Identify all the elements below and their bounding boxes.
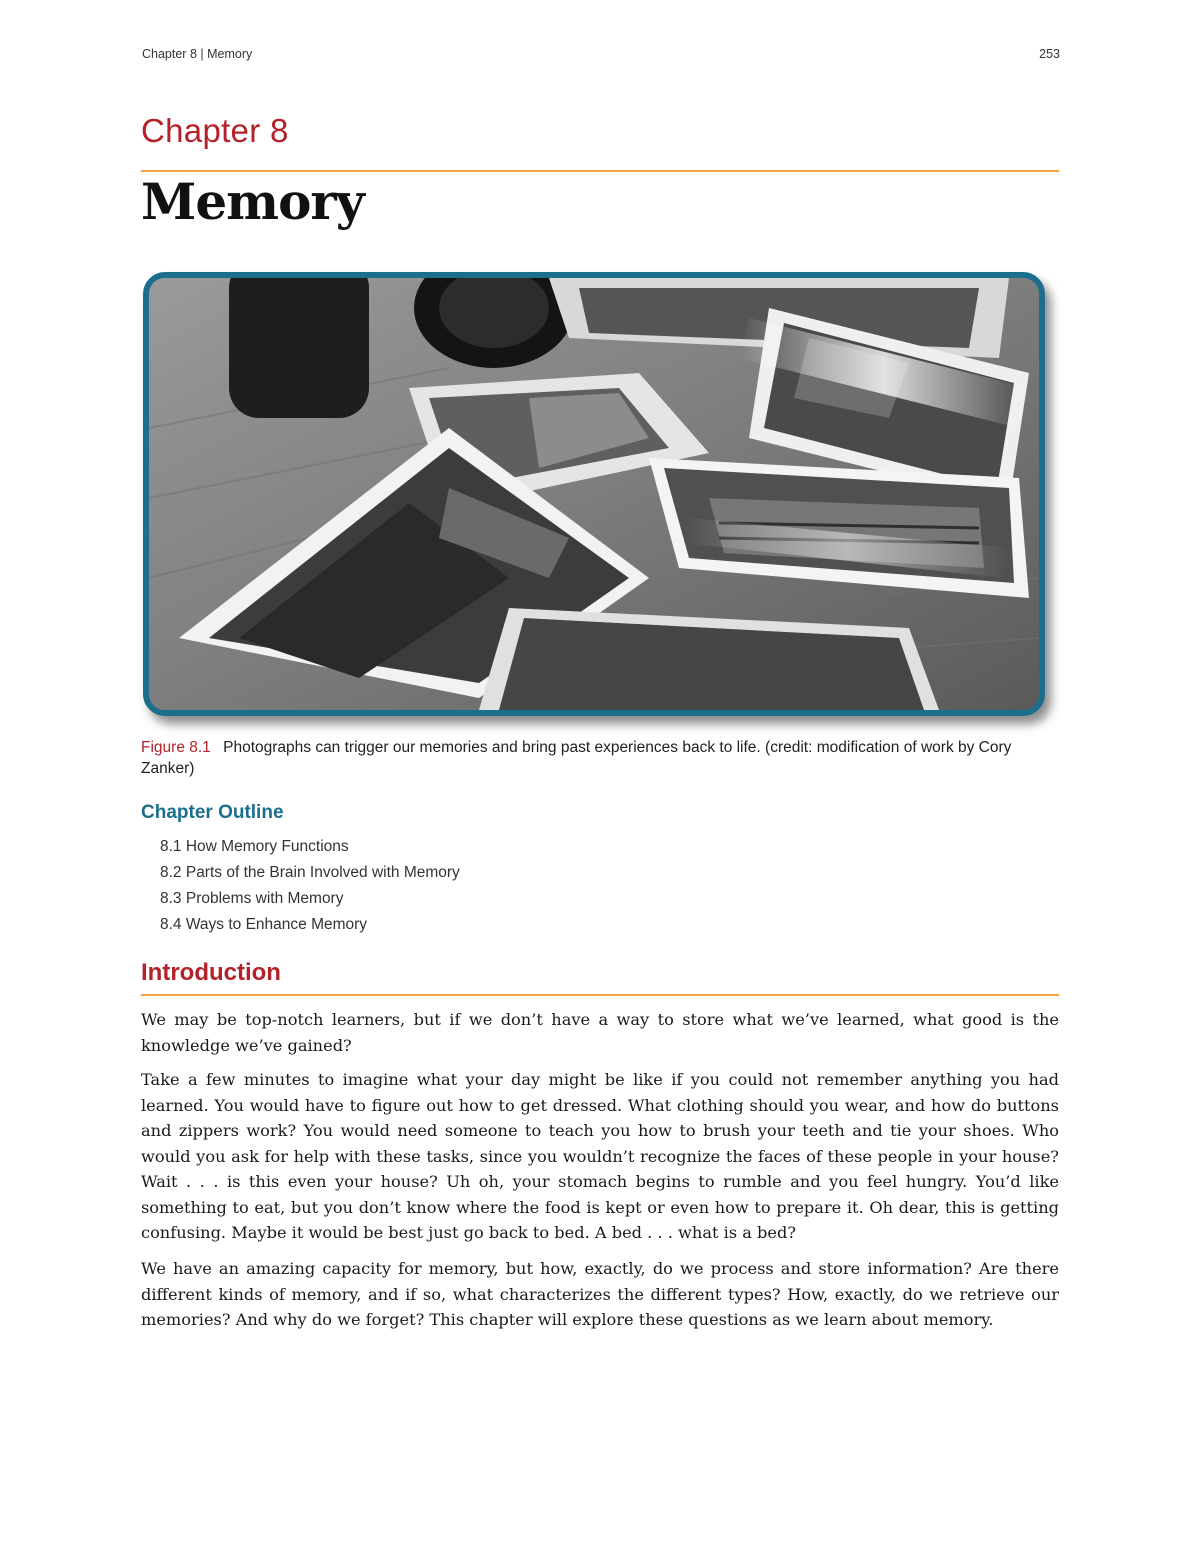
figure-photo (143, 272, 1045, 716)
outline-item: 8.4 Ways to Enhance Memory (160, 916, 368, 933)
chapter-label: Chapter 8 (141, 112, 289, 149)
figure-caption (141, 737, 1059, 779)
body-paragraph: Take a few minutes to imagine what your day might be like if you could not remember anything you had learned. You would have to figure out how to get dressed. What clothing should you wear, and how do buttons and zippers work? You would need someone to teach you how to brush your teeth and tie your shoes. Who would you ask for help with these tasks, since you wouldn’t recognize the faces of these people in your house? Wait . . . is this even your house? Uh oh, your stomach begins to rumble and you feel hungry. You’d like something to eat, but you don’t know where the food is kept or even how to prepare it. Oh dear, this is getting confusing. Maybe it would be best just go back to bed. A bed . . . what is a bed? (141, 1070, 1059, 1242)
outline-item: 8.2 Parts of the Brain Involved with Memory (160, 864, 460, 881)
figure-caption-text: Photographs can trigger our memories and bring past experiences back to life. (credit: modification of work by Cory Zanker) (141, 739, 1012, 777)
figure-label: Figure 8.1 (141, 739, 211, 756)
running-head: Chapter 8 | Memory (142, 47, 253, 61)
outline-item: 8.3 Problems with Memory (160, 890, 344, 907)
scattered-photographs-image (149, 278, 1039, 710)
body-paragraph: We have an amazing capacity for memory, but how, exactly, do we process and store information? Are there different kinds of memory, and if so, what characterizes the different types? How, exactly, do we retrieve our memories? And why do we forget? This chapter will explore these questions as we learn about memory. (141, 1259, 1059, 1329)
body-paragraph: We may be top-notch learners, but if we don’t have a way to store what we’ve learned, what good is the knowledge we’ve gained? (141, 1010, 1059, 1055)
chapter-outline-list (160, 834, 460, 938)
page-number: 253 (1039, 47, 1060, 61)
outline-item: 8.1 How Memory Functions (160, 838, 349, 855)
chapter-outline-heading: Chapter Outline (141, 802, 284, 823)
introduction-heading: Introduction (141, 959, 281, 986)
introduction-rule (141, 994, 1059, 996)
chapter-title: Memory (141, 172, 364, 231)
